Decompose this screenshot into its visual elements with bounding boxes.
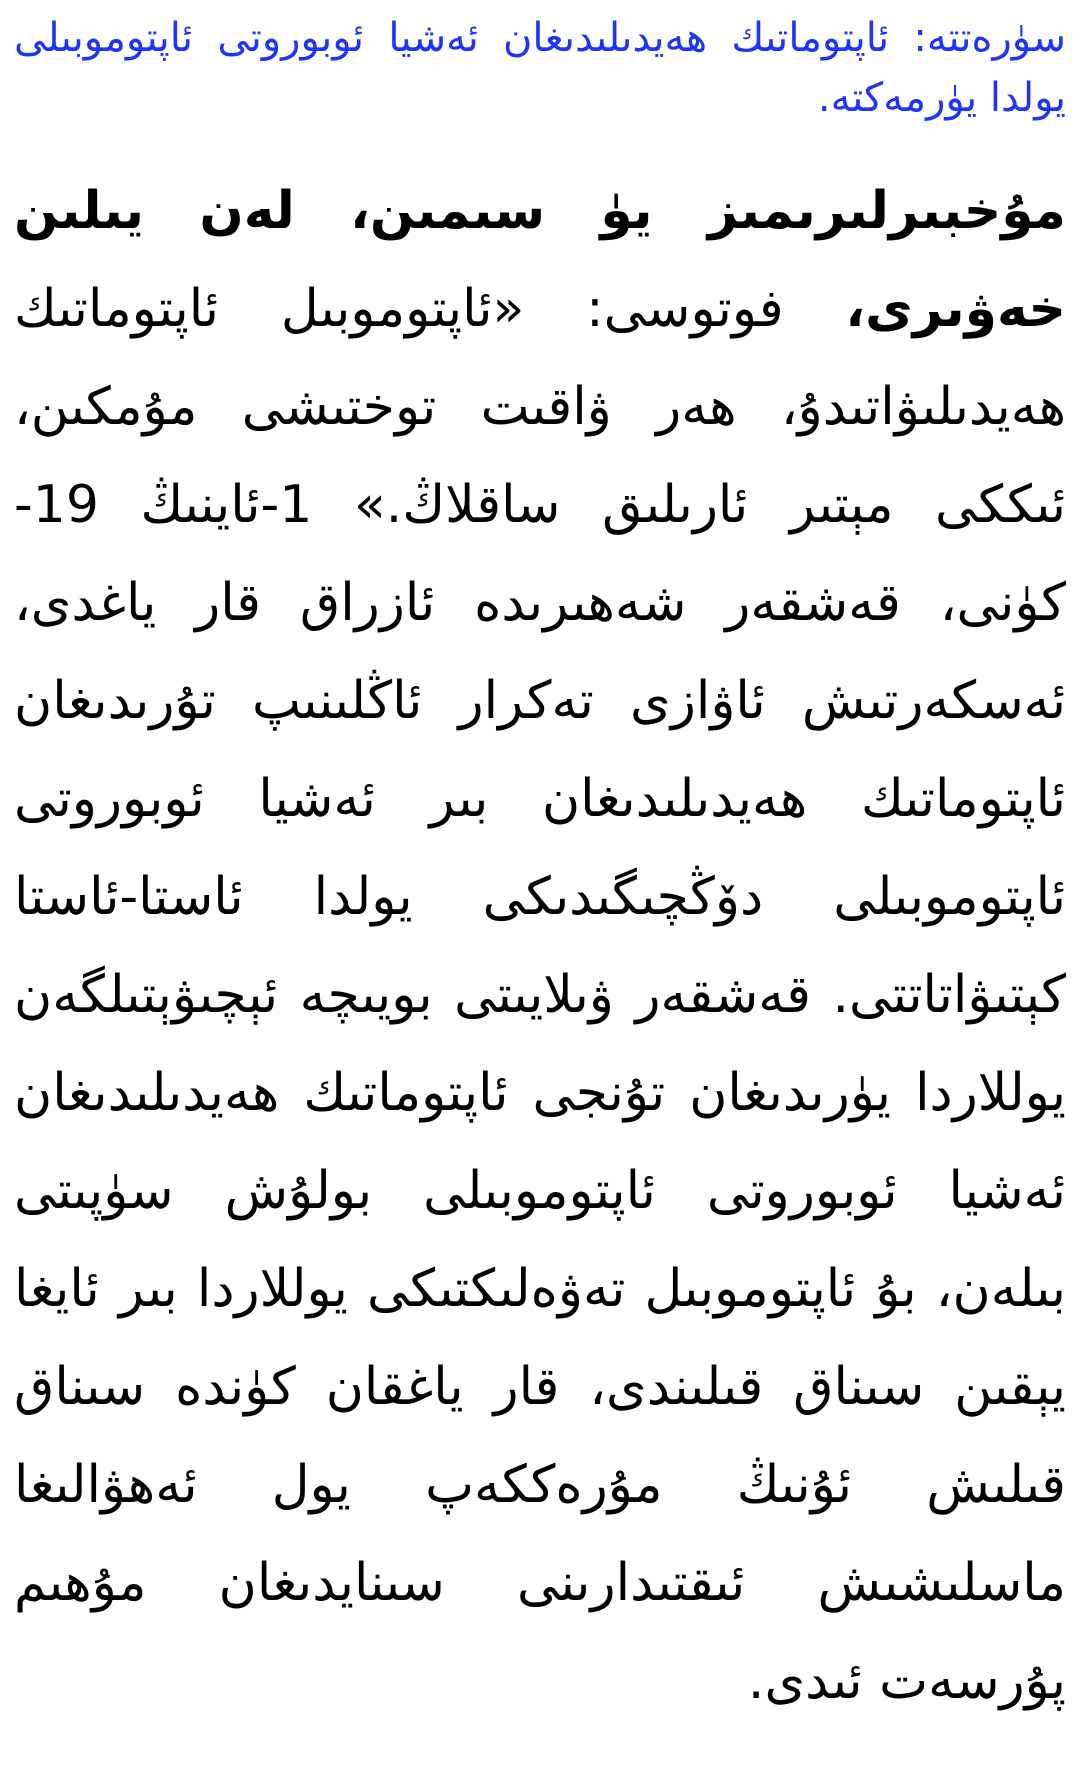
article-body	[14, 162, 1066, 1730]
photo-caption: سۈرەتتە: ئاپتوماتىك ھەيدىلىدىغان ئەشيا ئوبوروتى ئاپتوموبىلى يولدا يۈرمەكتە.	[14, 15, 1066, 121]
article-text: فوتوسى: «ئاپتوموبىل ئاپتوماتىك ھەيدىلىۋاتىدۇ، ھەر ۋاقىت توختىشى مۇمكىن، ئىككى مېتىر ئارىلىق ساقلاڭ.» 1-ئاينىڭ 19-كۈنى، قەشقەر شەھىرىدە ئازراق قار ياغدى، ئەسكەرتىش ئاۋازى تەكرار ئاڭلىنىپ تۇرىدىغان ئاپتوماتىك ھەيدىلىدىغان بىر ئەشيا ئوبوروتى ئاپتوموبىلى دۆڭچىگىدىكى يولدا ئاستا-ئاستا كېتىۋاتاتتى. قەشقەر ۋىلايىتى بويىچە ئېچىۋېتىلگەن يوللاردا يۈرىدىغان تۇنجى ئاپتوماتىك ھەيدىلىدىغان ئەشيا ئوبوروتى ئاپتوموبىلى بولۇش سۈپىتى بىلەن، بۇ ئاپتوموبىل تەۋەلىكتىكى يوللاردا بىر ئايغا يېقىن سىناق قىلىندى، قار ياغقان كۈندە سىناق قىلىش ئۇنىڭ مۇرەككەپ يول ئەھۋالىغا ماسلىشىش ئىقتىدارىنى سىنايدىغان مۇھىم پۇرسەت ئىدى.	[14, 279, 1066, 1711]
article-page	[14, 0, 1066, 1784]
article-byline: مۇخبىرلىرىمىز يۈ سىمىن، لەن يىلىن خەۋىرى،	[14, 181, 1066, 339]
